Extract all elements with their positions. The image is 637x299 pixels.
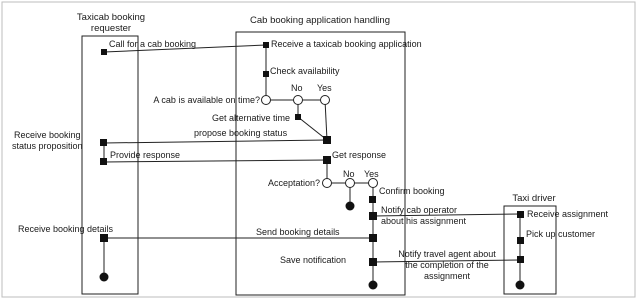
label-get-response: Get response (332, 150, 387, 160)
node-receive-proposition (100, 139, 107, 146)
label-send-details: Send booking details (256, 227, 340, 237)
end-node-driver (516, 281, 525, 290)
node-check-availability (263, 71, 269, 77)
label-check-availability: Check availability (270, 66, 340, 76)
end-node-no (346, 202, 355, 211)
label-notify-agent-1: Notify travel agent about (398, 249, 496, 259)
label-pick-up: Pick up customer (526, 229, 596, 239)
label-receive-assignment: Receive assignment (527, 209, 609, 219)
label-save-notification: Save notification (280, 255, 347, 265)
label-yes-2: Yes (364, 169, 379, 179)
node-propose-status (323, 136, 331, 144)
label-alternative-time: Get alternative time (211, 113, 290, 123)
label-receive-application: Receive a taxicab booking application (271, 39, 422, 49)
node-notify-agent (517, 256, 524, 263)
decision-accept (323, 179, 332, 188)
node-get-alternative-time (295, 114, 301, 120)
lane-requester (82, 36, 138, 294)
lane-title-driver: Taxi driver (512, 193, 556, 204)
label-receive-proposition-1: Receive booking (14, 130, 81, 140)
node-provide-response (100, 158, 107, 165)
label-call: Call for a cab booking (109, 39, 197, 49)
label-propose-status: propose booking status (194, 128, 288, 138)
label-notify-agent-3: assignment (423, 271, 471, 281)
decision-yes-2 (369, 179, 378, 188)
label-acceptation: Acceptation? (267, 178, 320, 188)
node-call (101, 49, 107, 55)
label-no-2: No (343, 169, 355, 179)
label-notify-agent-2: the completion of the (405, 260, 489, 270)
label-no-1: No (291, 83, 303, 93)
lane-title-requester-2: requester (90, 23, 132, 34)
node-receive-application (263, 42, 269, 48)
label-yes-1: Yes (317, 83, 332, 93)
label-notify-cab-1: Notify cab operator (381, 205, 458, 215)
node-receive-details (100, 234, 108, 242)
decision-nodes (262, 96, 378, 188)
node-save-notification (369, 258, 377, 266)
decision-yes-1 (321, 96, 330, 105)
end-node-requester (100, 273, 109, 282)
label-receive-details: Receive booking details (18, 224, 114, 234)
lane-title-requester-1: Taxicab booking (76, 12, 146, 23)
label-cab-available: A cab is available on time? (153, 95, 260, 105)
label-provide-response: Provide response (110, 150, 181, 160)
decision-available (262, 96, 271, 105)
decision-no-2 (346, 179, 355, 188)
label-receive-proposition-2: status proposition (12, 141, 83, 151)
node-pick-up (517, 237, 524, 244)
node-get-response (323, 156, 331, 164)
node-send-details (369, 234, 377, 242)
node-confirm-booking (369, 196, 376, 203)
node-receive-assignment (517, 211, 524, 218)
node-notify-cab (369, 212, 377, 220)
end-node-handling (369, 281, 378, 290)
lane-title-handling: Cab booking application handling (250, 15, 390, 26)
label-notify-cab-2: about his assignment (381, 216, 467, 226)
lane-driver (504, 206, 556, 294)
decision-no-1 (294, 96, 303, 105)
label-confirm-booking: Confirm booking (379, 186, 445, 196)
